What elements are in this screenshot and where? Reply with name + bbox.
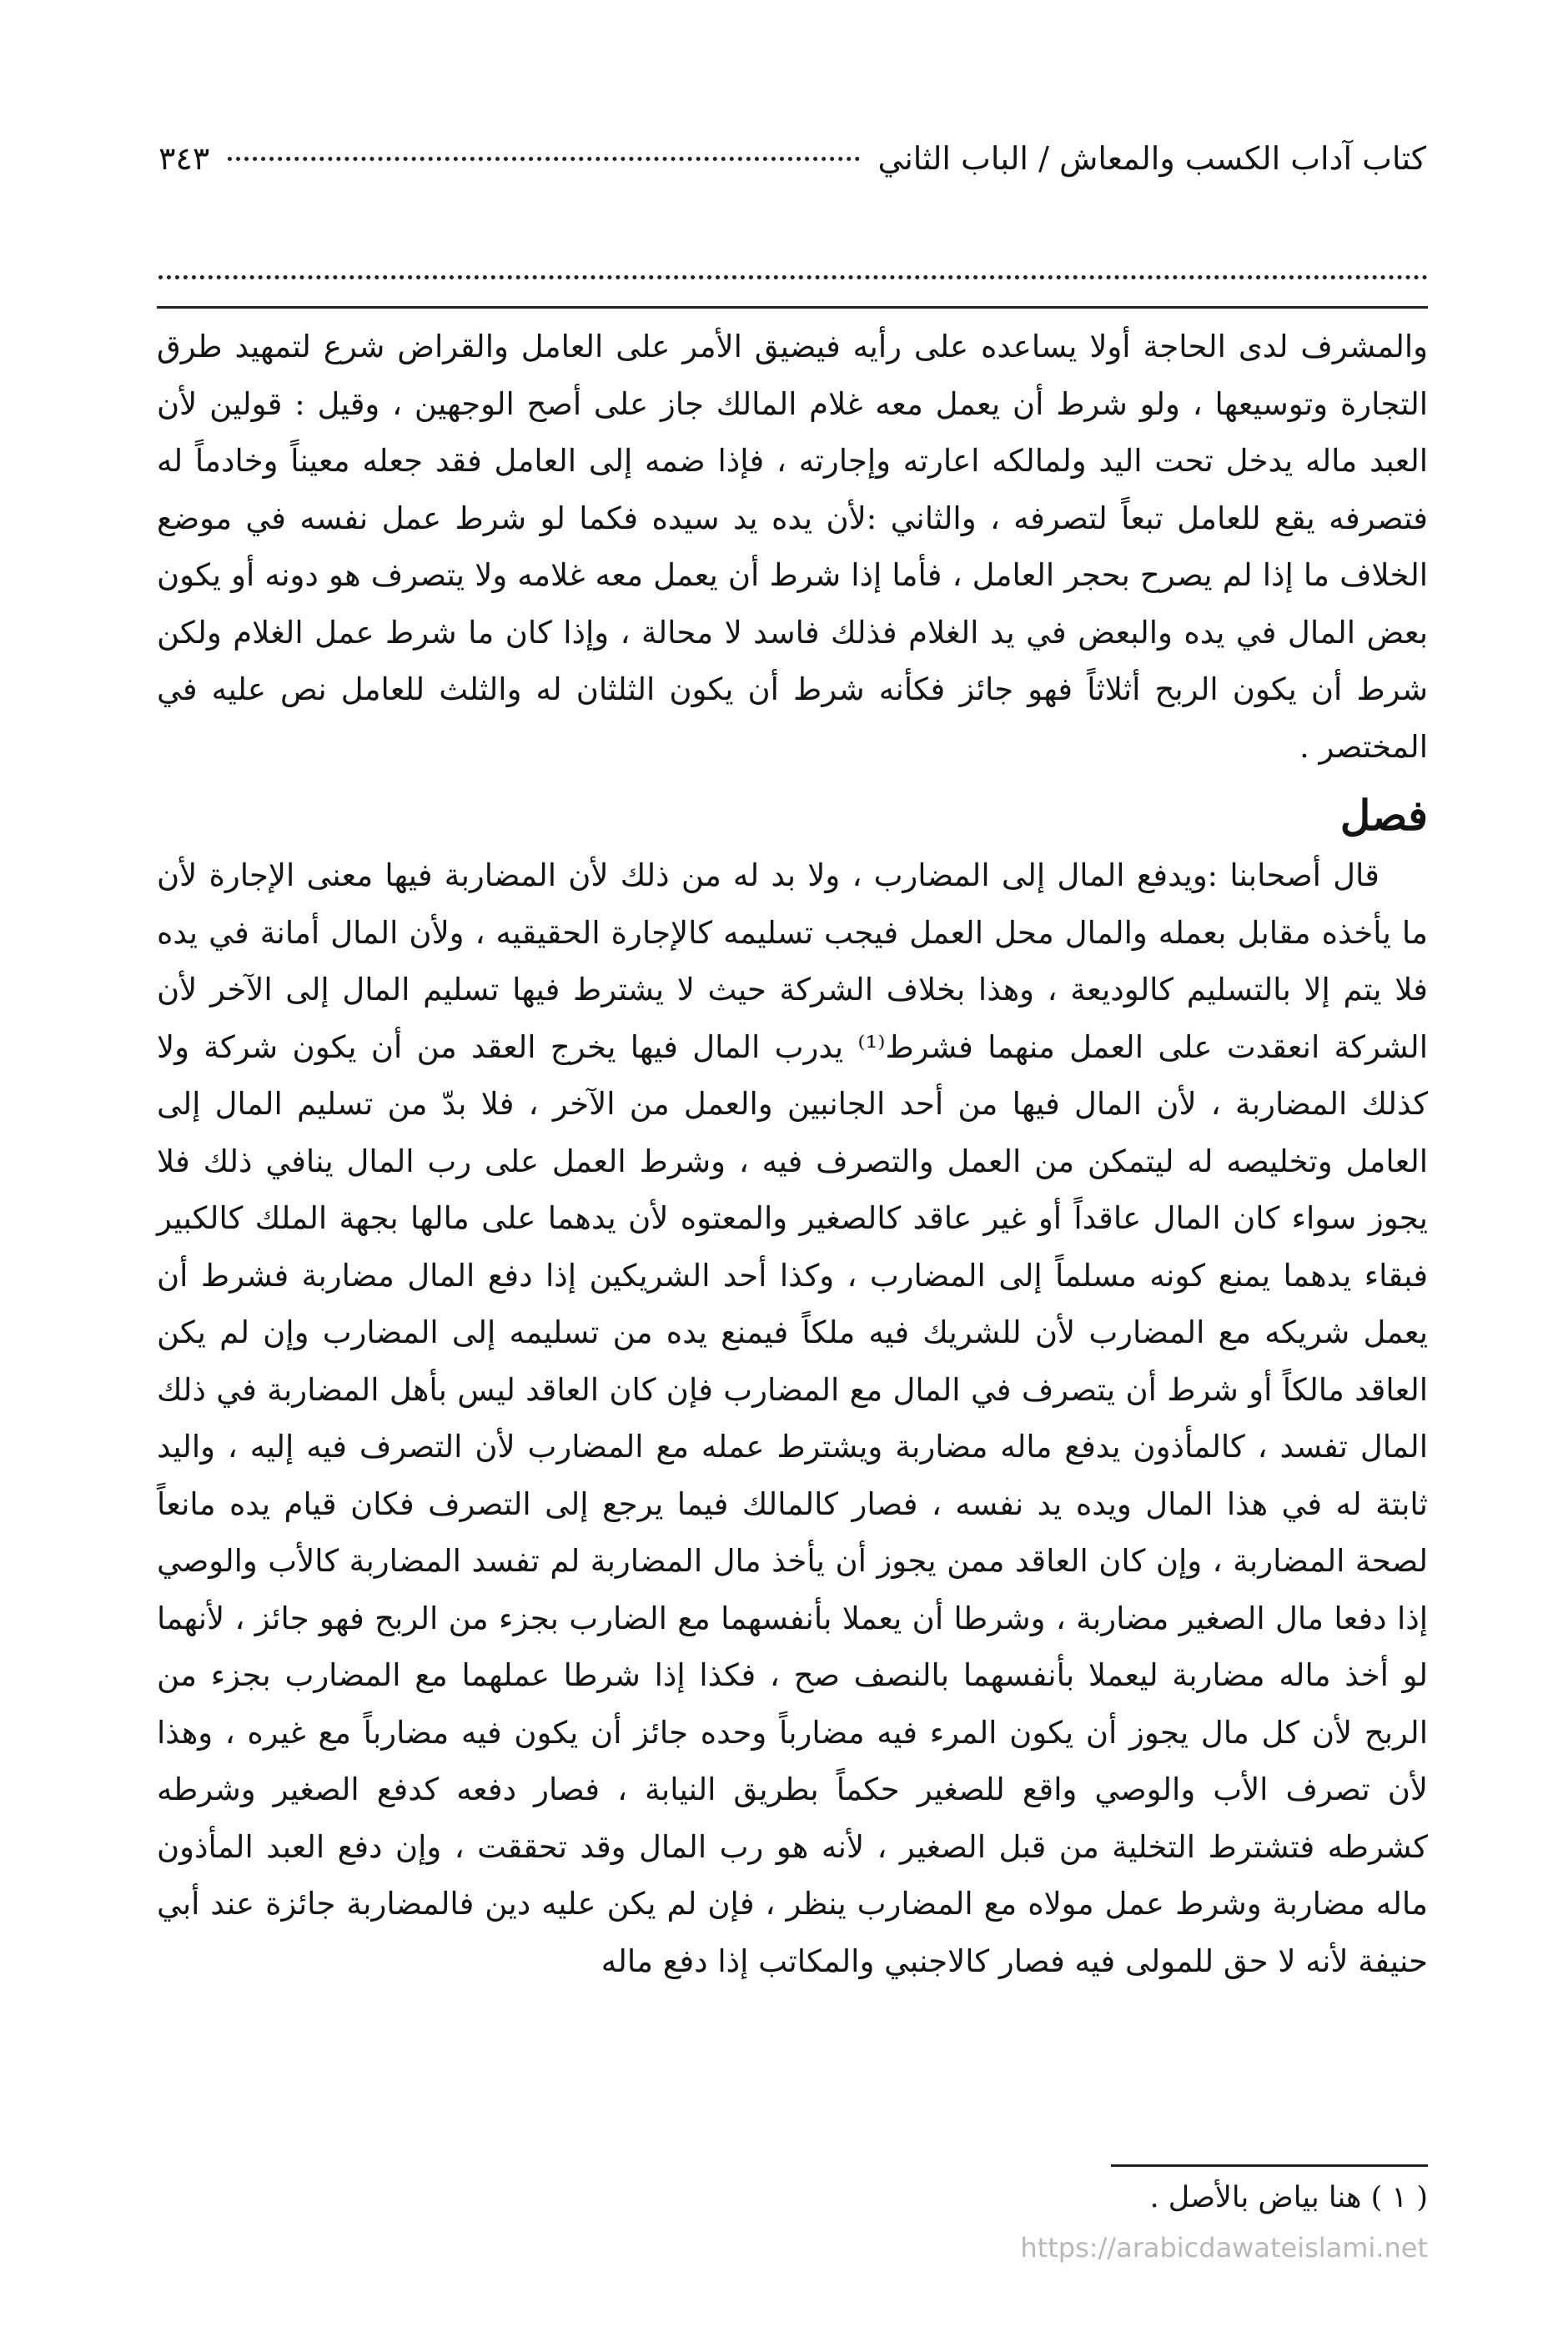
header-dot-leaders: [228, 157, 859, 161]
page-number: ٣٤٣: [158, 140, 210, 177]
header-rule: [157, 306, 1428, 309]
main-text: [157, 319, 1428, 1990]
watermark-url: https://arabicdawateislami.net: [1020, 2232, 1428, 2264]
footnote: ( ١ ) هنا بياض بالأصل .: [1149, 2181, 1428, 2214]
paragraph: والمشرف لدى الحاجة أولا يساعده على رأيه فيضيق الأمر على العامل والقراض شرع لتمهيد طرق التجارة وتوسيعها ، ولو شرط أن يعمل معه غلام المالك جاز على أصح الوجهين ، وقيل : قولين لأن العبد ماله يدخل تحت اليد ولمالكه اعارته وإجارته ، فإذا ضمه إلى العامل فقد جعله معيناً وخادماً له فتصرفه يقع للعامل تبعاً لتصرفه ، والثاني :لأن يده يد سيده فكما لو شرط عمل نفسه في موضع الخلاف ما إذا لم يصرح بحجر العامل ، فأما إذا شرط أن يعمل معه غلامه ولا يتصرف هو دونه أو يكون بعض المال في يده والبعض في يد الغلام فذلك فاسد لا محالة ، وإذا كان ما شرط عمل الغلام ولكن شرط أن يكون الربح أثلاثاً فهو جائز فكأنه شرط أن يكون الثلثان له والثلث للعامل نص عليه في المختصر .: [157, 329, 1428, 765]
running-header: [158, 129, 1426, 188]
dotted-divider: [158, 275, 1428, 279]
footnote-rule: [1111, 2164, 1428, 2167]
header-title: كتاب آداب الكسب والمعاش / الباب الثاني: [877, 140, 1426, 177]
section-title: فصل: [1339, 791, 1428, 840]
paragraph: قال أصحابنا :ويدفع المال إلى المضارب ، ولا بد له من ذلك لأن المضاربة فيها معنى الإجارة لأن ما يأخذه مقابل بعمله والمال محل العمل فيجب تسليمه كالإجارة الحقيقيه ، ولأن المال أمانة في يده فلا يتم إلا بالتسليم كالوديعة ، وهذا بخلاف الشركة حيث لا يشترط فيها تسليم المال إلى الآخر لأن الشركة انعقدت على العمل منهما فشرط⁽¹⁾ يدرب المال فيها يخرج العقد من أن يكون شركة ولا كذلك المضاربة ، لأن المال فيها من أحد الجانبين والعمل من الآخر ، فلا بدّ من تسليم المال إلى العامل وتخليصه له ليتمكن من العمل والتصرف فيه ، وشرط العمل على رب المال ينافي ذلك فلا يجوز سواء كان المال عاقداً أو غير عاقد كالصغير والمعتوه لأن يدهما على مالها بجهة الملك كالكبير فبقاء يدهما يمنع كونه مسلماً إلى المضارب ، وكذا أحد الشريكين إذا دفع المال مضاربة فشرط أن يعمل شريكه مع المضارب لأن للشريك فيه ملكاً فيمنع يده من تسليمه إلى المضارب وإن لم يكن العاقد مالكاً أو شرط أن يتصرف في المال مع المضارب فإن كان العاقد ليس بأهل المضاربة في ذلك المال تفسد ، كالمأذون يدفع ماله مضاربة ويشترط عمله مع المضارب لأن التصرف فيه إليه ، واليد ثابتة له في هذا المال ويده يد نفسه ، فصار كالمالك فيما يرجع إلى التصرف فكان قيام يده مانعاً لصحة المضاربة ، وإن كان العاقد ممن يجوز أن يأخذ مال المضاربة لم تفسد المضاربة كالأب والوصي إذا دفعا مال الصغير مضاربة ، وشرطا أن يعملا بأنفسهما مع الضارب بجزء من الربح فهو جائز ، لأنهما لو أخذ ماله مضاربة ليعملا بأنفسهما بالنصف صح ، فكذا إذا شرطا عملهما مع المضارب بجزء من الربح لأن كل مال يجوز أن يكون المرء فيه مضارباً وحده جائز أن يكون فيه مضارباً مع غيره ، وهذا لأن تصرف الأب والوصي واقع للصغير حكماً بطريق النيابة ، فصار دفعه كدفع الصغير وشرطه كشرطه فتشترط التخلية من قبل الصغير ، لأنه هو رب المال وقد تحققت ، وإن دفع العبد المأذون ماله مضاربة وشرط عمل مولاه مع المضارب ينظر ، فإن لم يكن عليه دين فالمضاربة جائزة عند أبي حنيفة لأنه لا حق للمولى فيه فصار كالاجنبي والمكاتب إذا دفع ماله: [157, 857, 1428, 1979]
